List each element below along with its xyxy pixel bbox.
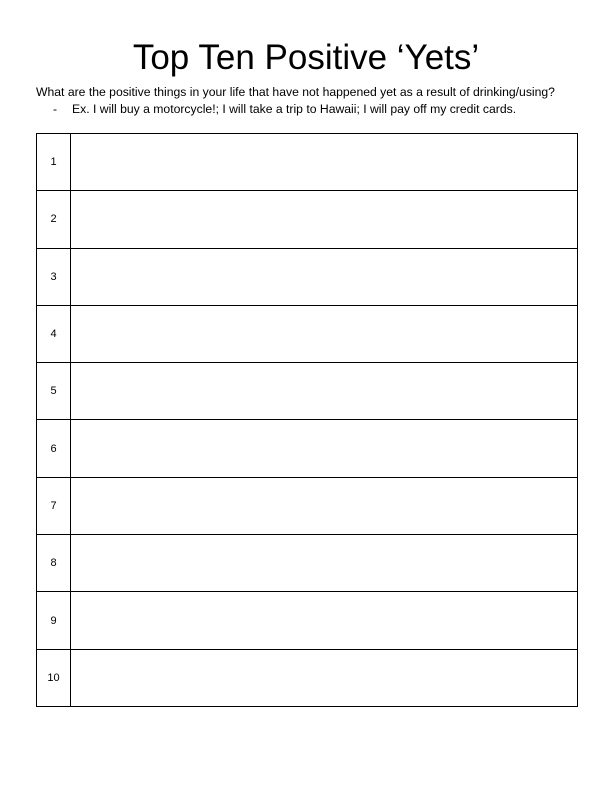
entry-cell[interactable] [71,477,578,534]
list-bullet: - [53,102,58,116]
entry-cell[interactable] [71,592,578,649]
row-number: 9 [37,592,71,649]
table-row [37,248,578,305]
table-row [37,592,578,649]
yets-table [36,133,578,707]
page-title: Top Ten Positive ‘Yets’ [132,38,480,77]
question-text: What are the positive things in your life that have not happened yet as a result of drinking/using? [36,85,555,99]
table-row [37,535,578,592]
table-row [37,305,578,362]
example-text: Ex. I will buy a motorcycle!; I will take a trip to Hawaii; I will pay off my credit cards. [72,102,517,116]
entry-cell[interactable] [71,420,578,477]
entry-cell[interactable] [71,649,578,706]
row-number: 4 [37,305,71,362]
entry-cell[interactable] [71,191,578,248]
entry-cell[interactable] [71,363,578,420]
row-number: 1 [37,134,71,191]
entry-cell[interactable] [71,248,578,305]
entry-cell[interactable] [71,305,578,362]
row-number: 3 [37,248,71,305]
row-number: 7 [37,477,71,534]
table-row [37,363,578,420]
table-row [37,420,578,477]
row-number: 8 [37,535,71,592]
entry-cell[interactable] [71,535,578,592]
table-row [37,649,578,706]
table-row [37,191,578,248]
entry-cell[interactable] [71,134,578,191]
table-row [37,134,578,191]
table-row [37,477,578,534]
row-number: 10 [37,649,71,706]
example-item [36,102,516,117]
row-number: 2 [37,191,71,248]
row-number: 5 [37,363,71,420]
row-number: 6 [37,420,71,477]
